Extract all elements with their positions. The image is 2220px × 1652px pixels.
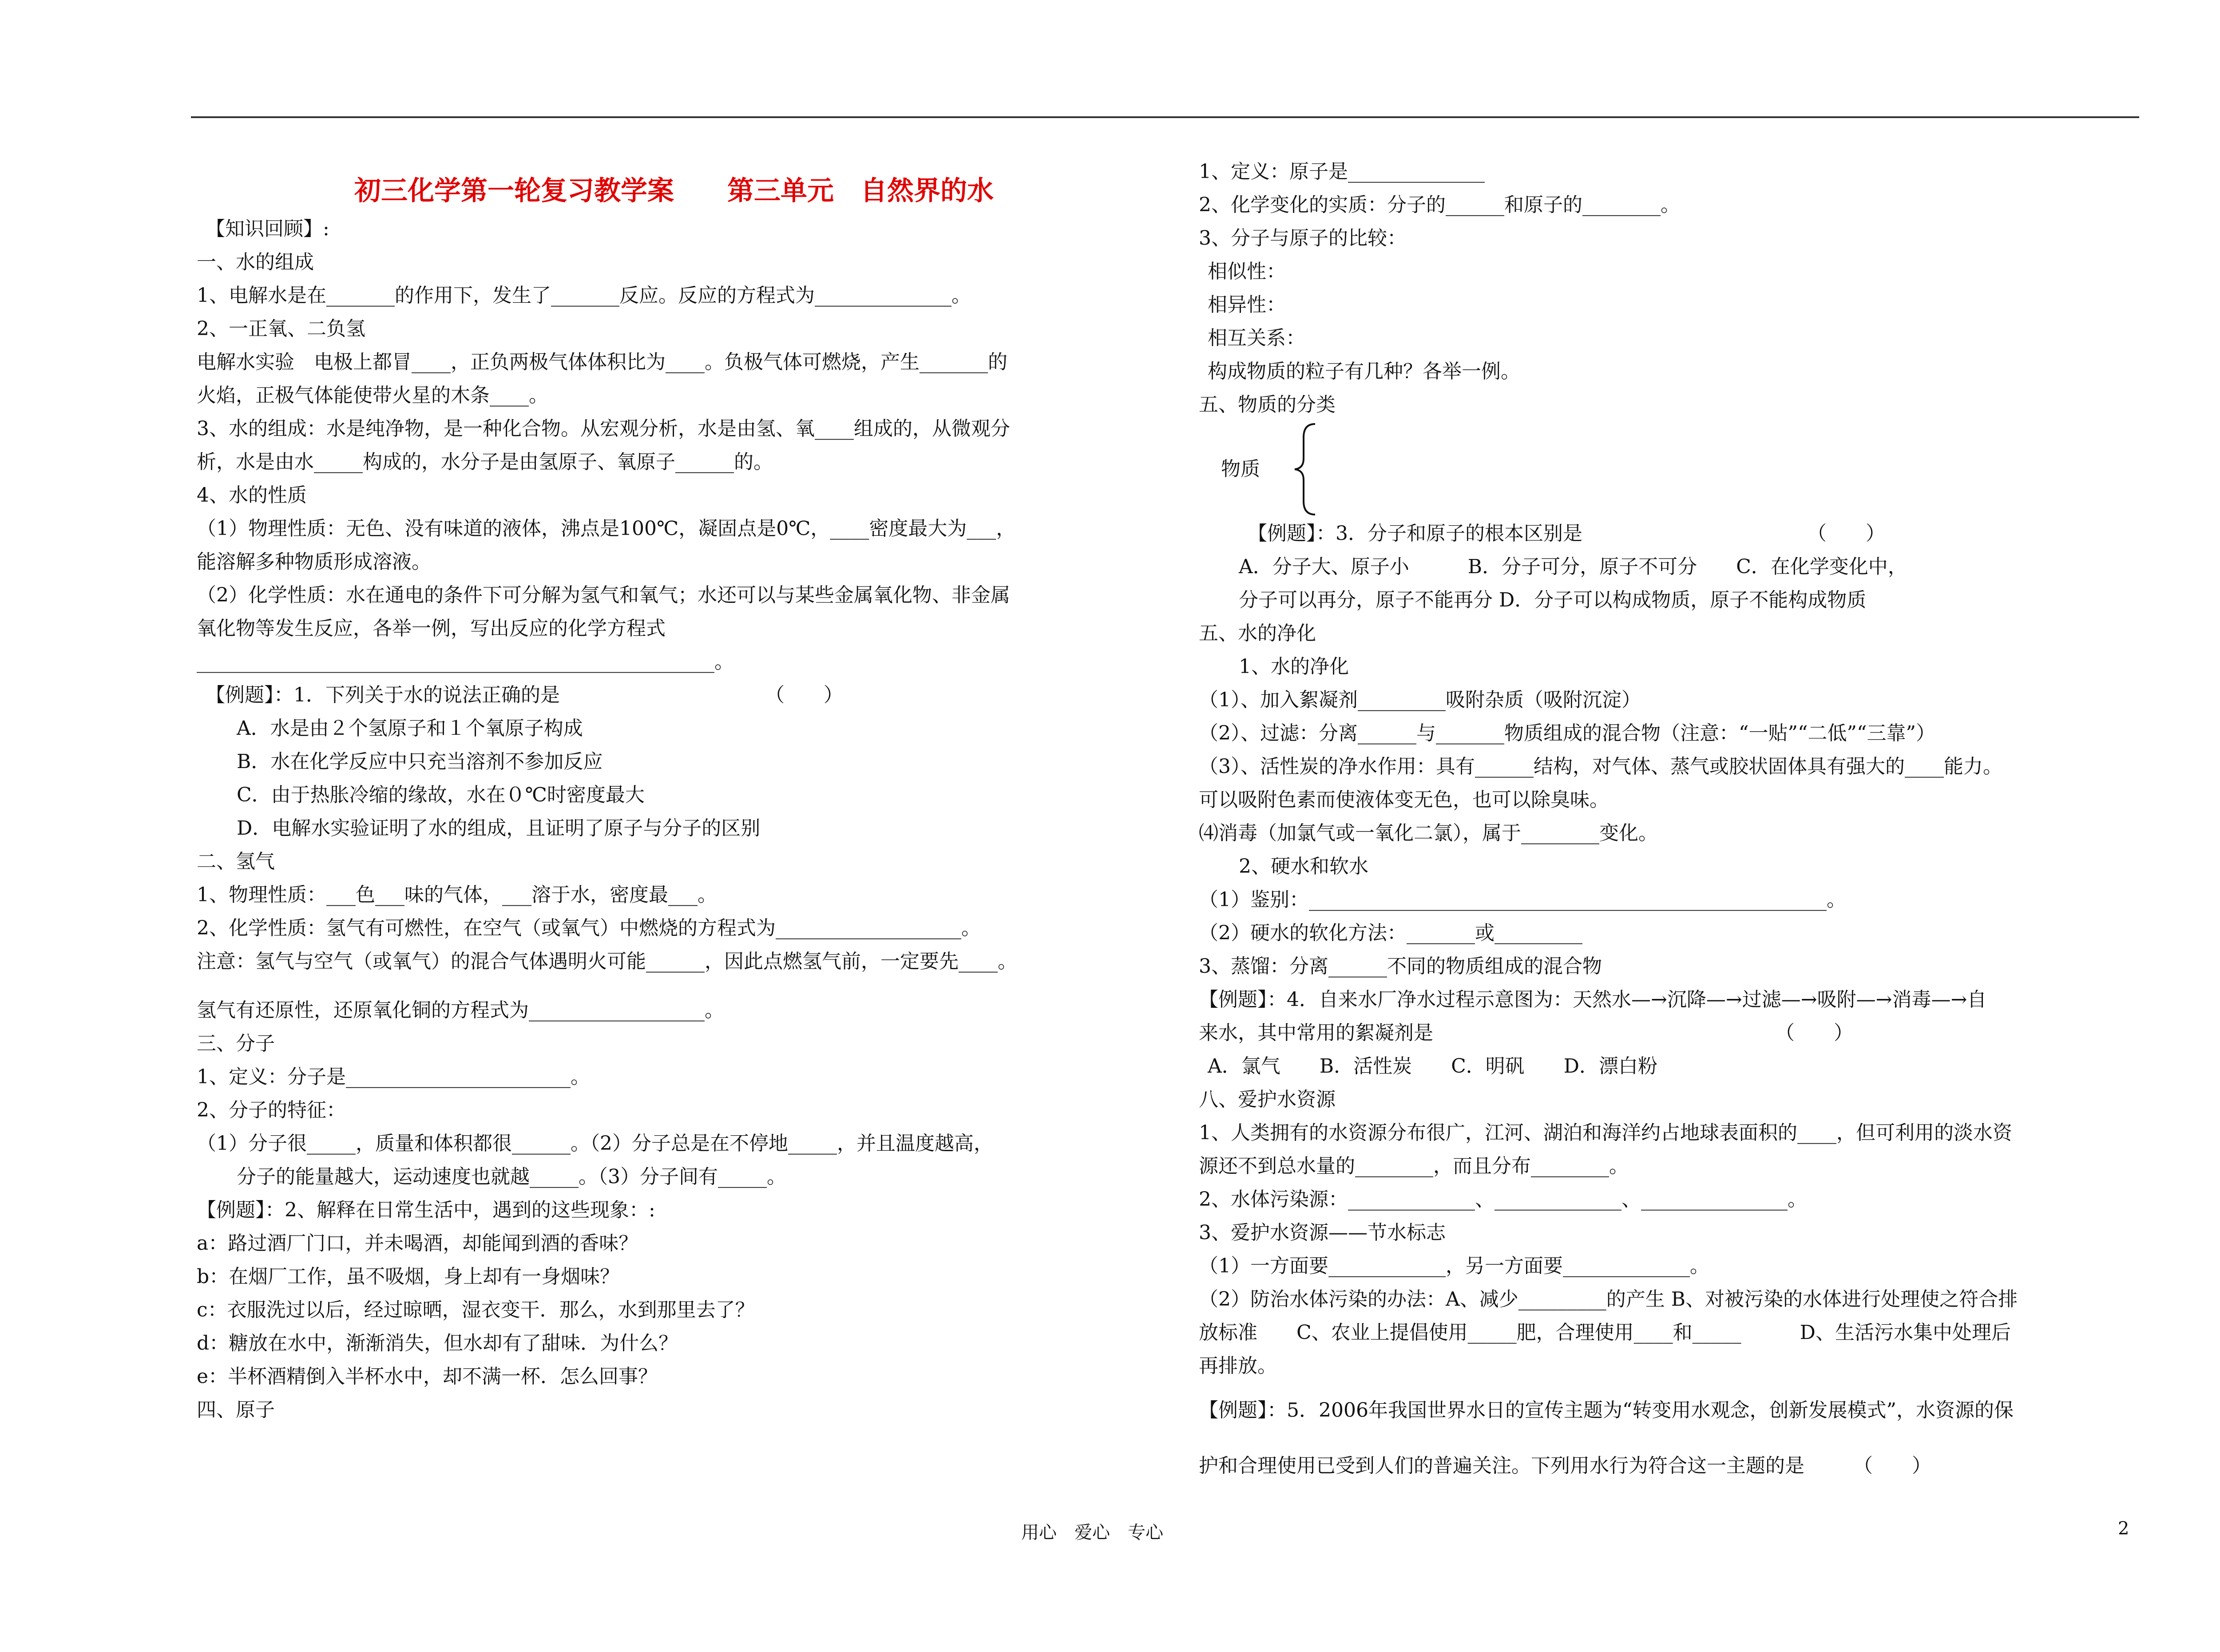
heading: 4、水的性质 <box>197 484 307 507</box>
list-item: b：在烟厂工作，虽不吸烟，身上却有一身烟味？ <box>197 1265 620 1288</box>
option-a: A．水是由２个氢原子和１个氧原子构成 <box>237 717 583 740</box>
text-line: 氧化物等发生反应，各举一例，写出反应的化学方程式 <box>197 617 666 640</box>
list-item: a：路过酒厂门口，并未喝酒，却能闻到酒的香味？ <box>197 1232 638 1255</box>
option-line: A．分子大、原子小 B．分子可分，原子不可分 C．在化学变化中， <box>1239 555 1907 578</box>
heading: 五、物质的分类 <box>1199 393 1336 416</box>
text-line: 3、分子与原子的比较： <box>1199 227 1407 250</box>
text-line: （2）、过滤：分离______与_______物质组成的混合物（注意：“一贴”“二低”“三靠”） <box>1199 722 1935 745</box>
option-line: A．氯气 B．活性炭 C．明矾 D．漂白粉 <box>1208 1055 1658 1078</box>
text-line: 析，水是由水_____构成的，水分子是由氢原子、氧原子______的。 <box>197 451 773 473</box>
text-line: 1、人类拥有的水资源分布很广，江河、湖泊和海洋约占地球表面积的____，但可利用的淡水资 <box>1199 1121 2012 1144</box>
text-line: （1）、加入絮凝剂_________吸附杂质（吸附沉淀） <box>1199 689 1641 711</box>
right-column <box>1199 155 2153 1494</box>
answer-line: _____________________________________________________。 <box>197 650 734 673</box>
text-line: （2）硬水的软化方法：_______或_________ <box>1199 922 1582 944</box>
text-line: 2、水体污染源：_____________、_____________、_______________。 <box>1199 1188 1807 1211</box>
heading: 二、氢气 <box>197 850 275 873</box>
text-line: 电解水实验 电极上都冒____，正负两极气体体积比为____。负极气体可燃烧，产生_______的 <box>197 351 1007 373</box>
text-line: 2、化学变化的实质：分子的______和原子的________。 <box>1199 194 1680 216</box>
text-line: 放标准 C、农业上提倡使用_____肥，合理使用____和_____ D、生活污水集中处理后 <box>1199 1321 2011 1344</box>
text-line: （3）、活性炭的净水作用：具有______结构，对气体、蒸气或胶状固体具有强大的____能力。 <box>1199 755 2002 778</box>
classification-brace <box>1199 421 2153 517</box>
text-line: 护和合理使用已受到人们的普遍关注。下列用水行为符合这一主题的是 （ ） <box>1199 1454 1931 1477</box>
text-line: 再排放。 <box>1199 1355 1277 1377</box>
text-line: （1）分子很_____，质量和体积都很______。（2）分子总是在不停地_____，并且温度越高， <box>197 1132 993 1155</box>
heading: 一、水的组成 <box>197 251 314 273</box>
list-item: d：糖放在水中，渐渐消失，但水却有了甜味．为什么？ <box>197 1332 678 1355</box>
subheading: 2、硬水和软水 <box>1239 855 1368 878</box>
footer-motto: 用心 爱心 专心 <box>1021 1522 1163 1543</box>
text-line: 注意：氢气与空气（或氧气）的混合气体遇明火可能______，因此点燃氢气前，一定要先____。 <box>197 950 1017 973</box>
text-line: 1、物理性质：___色___味的气体，___溶于水，密度最___。 <box>197 883 717 906</box>
text-line: 2、一正氧、二负氢 <box>197 317 365 340</box>
text-line: 1、定义：原子是______________ <box>1199 160 1485 183</box>
text-line: ⑷消毒（加氯气或一氧化二氯），属于________变化。 <box>1199 822 1658 844</box>
heading: 四、原子 <box>197 1398 275 1421</box>
text-line: 3、蒸馏：分离______不同的物质组成的混合物 <box>1199 955 1602 978</box>
option-line: 分子可以再分，原子不能再分 D．分子可以构成物质，原子不能构成物质 <box>1239 589 1867 611</box>
text-line: 相异性： <box>1208 293 1286 316</box>
option-d: D．电解水实验证明了水的组成，且证明了原子与分子的区别 <box>237 817 761 840</box>
page-title: 初三化学第一轮复习教学案 第三单元 自然界的水 <box>354 175 994 206</box>
text-line: 分子的能量越大，运动速度也就越_____。（3）分子间有_____。 <box>237 1165 786 1188</box>
example-question: 【例题】：1．下列关于水的说法正确的是 （ ） <box>206 684 843 706</box>
text-line: （1）物理性质：无色、没有味道的液体，沸点是100℃，凝固点是0℃，____密度最大为___， <box>197 517 1016 540</box>
example-question: 【例题】：4．自来水厂净水过程示意图为：天然水—→沉降—→过滤—→吸附—→消毒—→自 <box>1199 988 1987 1011</box>
text-line: 能溶解多种物质形成溶液。 <box>197 551 431 573</box>
text-line: 3、水的组成：水是纯净物，是一种化合物。从宏观分析，水是由氢、氧____组成的，从微观分 <box>197 417 1010 440</box>
text-line: 来水，其中常用的絮凝剂是 （ ） <box>1199 1022 1853 1044</box>
left-column <box>197 170 1151 1426</box>
subheading: 1、水的净化 <box>1239 655 1349 678</box>
header-rule <box>191 116 2139 118</box>
text-line: 相似性： <box>1208 260 1286 283</box>
section-label: 【知识回顾】: <box>206 218 329 240</box>
heading: 八、爱护水资源 <box>1199 1088 1336 1111</box>
text-line: 相互关系： <box>1208 327 1305 349</box>
text-line: 火焰，正极气体能使带火星的木条____。 <box>197 384 548 407</box>
option-c: C．由于热胀冷缩的缘故，水在０℃时密度最大 <box>237 784 645 806</box>
example-question: 【例题】：3．分子和原子的根本区别是 （ ） <box>1248 522 1885 545</box>
option-b: B．水在化学反应中只充当溶剂不参加反应 <box>237 750 603 773</box>
brace-label: 物质 <box>1221 458 1260 480</box>
text-line: （1）一方面要____________，另一方面要_____________。 <box>1199 1255 1709 1277</box>
text-line: 2、分子的特征： <box>197 1099 346 1121</box>
heading: 五、水的净化 <box>1199 622 1316 645</box>
list-item: c：衣服洗过以后，经过晾晒，湿衣变干．那么，水到那里去了？ <box>197 1299 755 1321</box>
text-line: 2、化学性质：氢气有可燃性，在空气（或氧气）中燃烧的方程式为___________________。 <box>197 917 981 939</box>
page-number: 2 <box>2118 1518 2129 1539</box>
text-line: （2）防治水体污染的办法：A、减少_________的产生 B、对被污染的水体进行处理使之符合排 <box>1199 1288 2018 1311</box>
text-line: 氢气有还原性，还原氧化铜的方程式为__________________。 <box>197 999 724 1022</box>
example-question: 【例题】：5．2006年我国世界水日的宣传主题为“转变用水观念，创新发展模式”，水资源的保 <box>1199 1399 2014 1422</box>
text-line: 3、爱护水资源——节水标志 <box>1199 1221 1446 1244</box>
list-item: e：半杯酒精倒入半杯水中，却不满一杯．怎么回事？ <box>197 1365 658 1388</box>
text-line: 可以吸附色素而使液体变无色，也可以除臭味。 <box>1199 788 1609 811</box>
curly-brace-icon <box>1292 421 1319 517</box>
example-question: 【例题】：2、解释在日常生活中，遇到的这些现象：: <box>197 1199 655 1221</box>
text-line: 构成物质的粒子有几种？各举一例。 <box>1208 360 1520 383</box>
text-line: （1）鉴别：_____________________________________________________。 <box>1199 888 1846 911</box>
text-line: 1、电解水是在_______的作用下，发生了_______反应。反应的方程式为______________。 <box>197 284 971 307</box>
text-line: 1、定义：分子是_______________________。 <box>197 1066 590 1088</box>
text-line: 源还不到总水量的________，而且分布________。 <box>1199 1155 1629 1177</box>
text-line: （2）化学性质：水在通电的条件下可分解为氢气和氧气；水还可以与某些金属氧化物、非金属 <box>197 584 1010 606</box>
heading: 三、分子 <box>197 1032 275 1055</box>
